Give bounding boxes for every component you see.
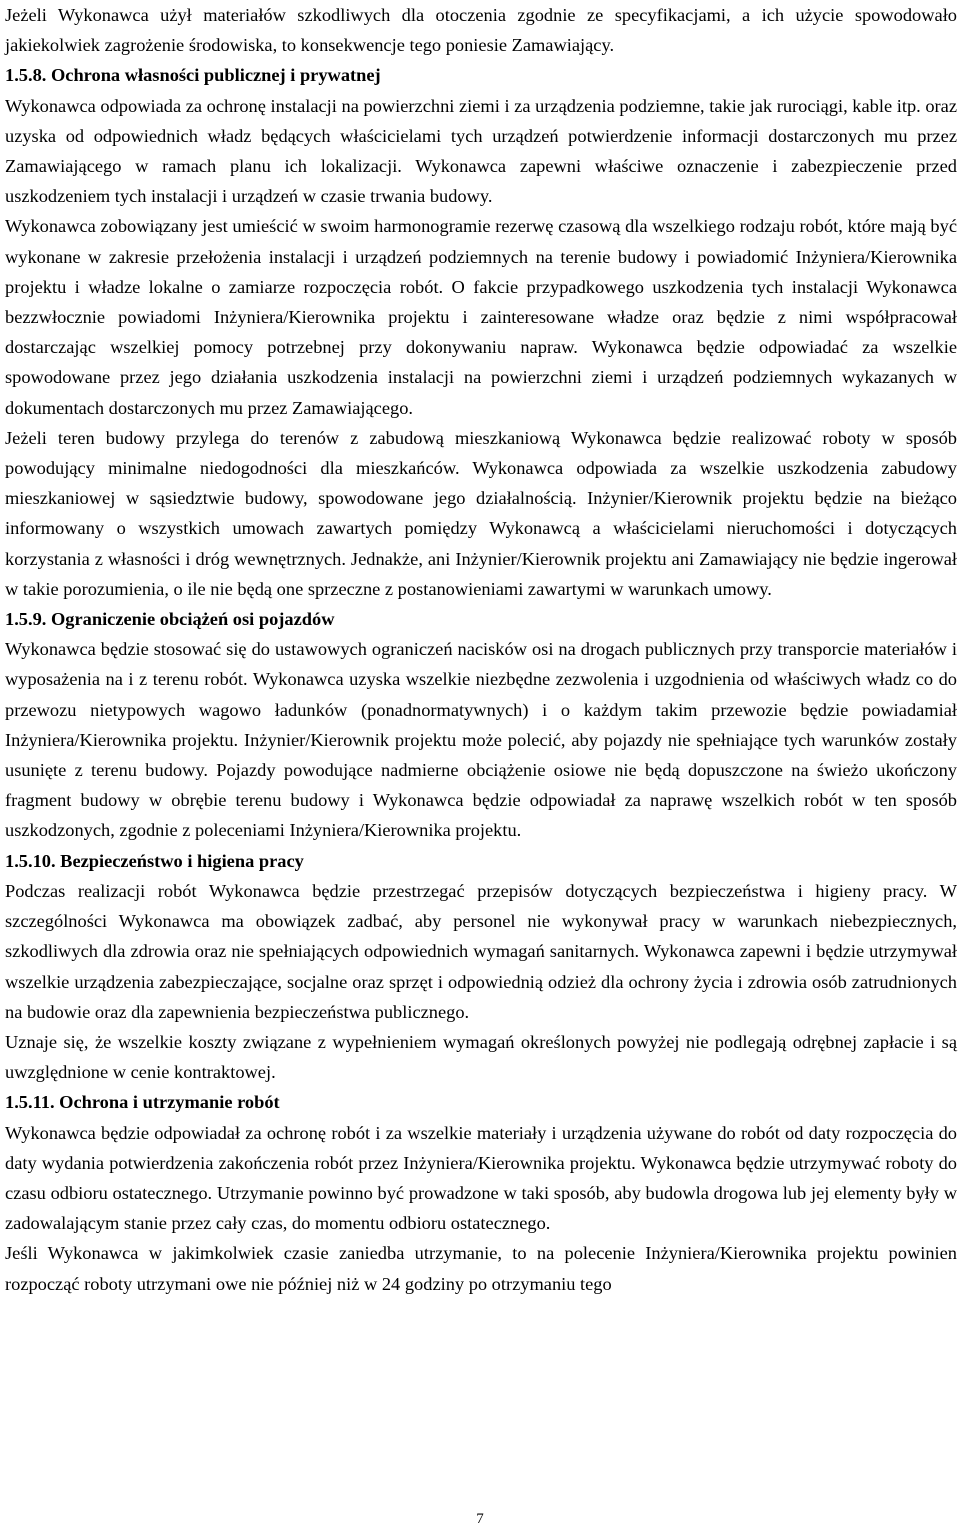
section-heading-1-5-10: 1.5.10. Bezpieczeństwo i higiena pracy <box>5 850 304 871</box>
section-heading-1-5-8: 1.5.8. Ochrona własności publicznej i prywatnej <box>5 65 381 86</box>
section-heading-1-5-11: 1.5.11. Ochrona i utrzymanie robót <box>5 1092 280 1113</box>
paragraph-maintenance-neglect: Jeśli Wykonawca w jakimkolwiek czasie zaniedba utrzymanie, to na polecenie Inżyniera/Kierownika projektu powinien rozpocząć roboty utrzymani owe nie później niż w 24 godziny po otrzymaniu tego <box>5 1243 957 1294</box>
paragraph-works-protection: Wykonawca będzie odpowiadał za ochronę robót i za wszelkie materiały i urządzenia używane do robót od daty rozpoczęcia do daty wydania potwierdzenia zakończenia robót przez Inżyniera/Kierownika projektu. Wykonawca będzie utrzymywać roboty do czasu odbioru ostatecznego. Utrzymanie powinno być prowadzone w taki sposób, aby budowla drogowa lub jej elementy były w zadowalającym stanie przez cały czas, do momentu odbioru ostatecznego. <box>5 1122 957 1234</box>
paragraph-health-safety: Podczas realizacji robót Wykonawca będzie przestrzegać przepisów dotyczących bezpieczeństwa i higieny pracy. W szczególności Wykonawca ma obowiązek zadbać, aby personel nie wykonywał pracy w warunkach niebezpiecznych, szkodliwych dla zdrowia oraz nie spełniających odpowiednich wymagań sanitarnych. Wykonawca zapewni i będzie utrzymywał wszelkie urządzenia zabezpieczające, socjalne oraz sprzęt i odpowiednią odzież dla ochrony życia i zdrowia osób zatrudnionych na budowie oraz dla zapewnienia bezpieczeństwa publicznego. <box>5 880 957 1022</box>
paragraph-residential-area: Jeżeli teren budowy przylega do terenów z zabudową mieszkaniową Wykonawca będzie realizować roboty w sposób powodujący minimalne niedogodności dla mieszkańców. Wykonawca odpowiada za wszelkie uszkodzenia zabudowy mieszkaniowej w sąsiedztwie budowy, spowodowane jego działalnością. Inżynier/Kierownik projektu będzie na bieżąco informowany o wszystkich umowach zawartych pomiędzy Wykonawcą a właścicielami nieruchomości i dotyczących korzystania z własności i dróg wewnętrznych. Jednakże, ani Inżynier/Kierownik projektu ani Zamawiający nie będzie ingerował w takie porozumienia, o ile nie będą one sprzeczne z postanowieniami zawartymi w warunkach umowy. <box>5 427 957 599</box>
page-number: 7 <box>476 1511 484 1527</box>
section-heading-1-5-9: 1.5.9. Ograniczenie obciążeń osi pojazdów <box>5 609 335 630</box>
paragraph-axle-load-limits: Wykonawca będzie stosować się do ustawowych ograniczeń nacisków osi na drogach publicznych przy transporcie materiałów i wyposażenia na i z terenu robót. Wykonawca uzyska wszelkie niezbędne zezwolenia i uzgodnienia od właściwych władz co do przewozu nietypowych wagowo ładunków (ponadnormatywnych) i o każdym takim przewozie będzie powiadamiał Inżyniera/Kierownika projektu. Inżynier/Kierownik projektu może polecić, aby pojazdy nie spełniające tych warunków zostały usunięte z terenu budowy. Pojazdy powodujące nadmierne obciążenie osiowe nie będą dopuszczone na świeżo ukończony fragment budowy w obrębie terenu budowy i Wykonawca będzie odpowiadał za naprawę wszelkich robót w ten sposób uszkodzonych, zgodnie z poleceniami Inżyniera/Kierownika projektu. <box>5 639 957 841</box>
paragraph-schedule-reserve: Wykonawca zobowiązany jest umieścić w swoim harmonogramie rezerwę czasową dla wszelkiego rodzaju robót, które mają być wykonane w zakresie przełożenia instalacji i urządzeń podziemnych na terenie budowy i powiadomić Inżyniera/Kierownika projektu i władze lokalne o zamiarze rozpoczęcia robót. O fakcie przypadkowego uszkodzenia tych instalacji Wykonawca bezzwłocznie powiadomi Inżyniera/Kierownika projektu i zainteresowane władze oraz będzie z nimi współpracował dostarczając wszelkiej pomocy potrzebnej przy dokonywaniu napraw. Wykonawca będzie odpowiadać za wszelkie spowodowane przez jego działania uszkodzenia instalacji na powierzchni ziemi i urządzeń podziemnych wykazanych w dokumentach dostarczonych mu przez Zamawiającego. <box>5 216 957 418</box>
paragraph-costs-included: Uznaje się, że wszelkie koszty związane z wypełnieniem wymagań określonych powyżej nie podlegają odrębnej zapłacie i są uwzględnione w cenie kontraktowej. <box>5 1031 957 1083</box>
document-page <box>5 0 957 1299</box>
paragraph-installation-protection: Wykonawca odpowiada za ochronę instalacji na powierzchni ziemi i za urządzenia podziemne, takie jak rurociągi, kable itp. oraz uzyska od odpowiednich władz będących właścicielami tych urządzeń potwierdzenie informacji dostarczonych mu przez Zamawiającego w ramach planu ich lokalizacji. Wykonawca zapewni właściwe oznaczenie i zabezpieczenie przed uszkodzeniem tych instalacji i urządzeń w czasie trwania budowy. <box>5 95 957 207</box>
paragraph-hazardous-materials: Jeżeli Wykonawca użył materiałów szkodliwych dla otoczenia zgodnie ze specyfikacjami, a ich użycie spowodowało jakiekolwiek zagrożenie środowiska, to konsekwencje tego poniesie Zamawiający. <box>5 5 957 56</box>
